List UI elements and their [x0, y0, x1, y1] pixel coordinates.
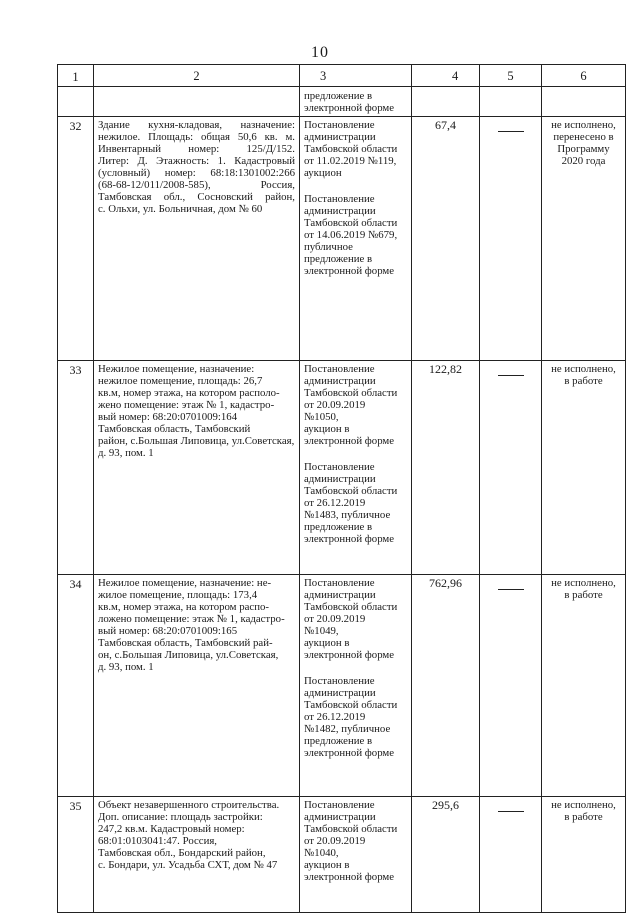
decree-text: Постановление администрации Тамбовской области от 14.06.2019 №679, публичное предложение в электронной форме: [304, 193, 398, 277]
object-description: [94, 117, 300, 361]
description-line: Нежилое помещение, назначение: не-: [98, 577, 272, 589]
status-text: не исполнено, в работе: [542, 797, 626, 913]
description-line: Инвентарный номер: 125/Д/152.: [98, 143, 295, 155]
header-col-1: 1: [58, 65, 94, 87]
description-line: нежилое. Площадь: общая 50,6 кв. м.: [98, 131, 295, 143]
description-line: жено помещение: этаж № 1, кадастро-: [98, 399, 275, 411]
description-line: с. Ольхи, ул. Больничная, дом № 60: [98, 203, 263, 215]
header-col-4: 4: [412, 65, 480, 87]
decree-text: Постановление администрации Тамбовской области от 20.09.2019 №1049, аукцион в электронной форме: [304, 577, 398, 661]
cell-empty: [94, 87, 300, 117]
cell-empty: [480, 87, 542, 117]
area-value: 122,82: [412, 361, 480, 575]
description-line: Тамбовская область, Тамбовский рай-: [98, 637, 273, 649]
description-line: Нежилое помещение, назначение:: [98, 363, 255, 375]
decree-text: Постановление администрации Тамбовской области от 20.09.2019 №1050, аукцион в электронной форме: [304, 363, 398, 447]
decree-text: Постановление администрации Тамбовской области от 11.02.2019 №119, аукцион: [304, 119, 398, 179]
description-line: 247,2 кв.м. Кадастровый номер:: [98, 823, 245, 835]
page-number: 10: [311, 44, 329, 61]
decree-text: Постановление администрации Тамбовской области от 20.09.2019 №1040, аукцион в электронной форме: [304, 799, 398, 883]
header-col-5: 5: [480, 65, 542, 87]
header-col-3: 3: [300, 65, 412, 87]
description-line: он, с.Большая Липовица, ул.Советская,: [98, 649, 279, 661]
decree-info: [300, 117, 412, 361]
description-line: Литер: Д. Этажность: 1. Кадастровый: [98, 155, 295, 167]
decree-text: Постановление администрации Тамбовской области от 26.12.2019 №1483, публичное предложение в электронной форме: [304, 461, 398, 545]
area-value: 295,6: [412, 797, 480, 913]
row-number: 35: [58, 797, 94, 913]
decree-info: [300, 575, 412, 797]
description-line: 68:01:0103041:47. Россия,: [98, 835, 218, 847]
row-number: 33: [58, 361, 94, 575]
description-line: д. 93, пом. 1: [98, 661, 154, 673]
description-line: (68-68-12/011/2008-585), Россия,: [98, 179, 295, 191]
status-text: не исполнено, в работе: [542, 575, 626, 797]
cell-empty: [58, 87, 94, 117]
description-line: Тамбовская обл., Бондарский район,: [98, 847, 266, 859]
cell-empty: [412, 87, 480, 117]
description-line: вый номер: 68:20:0701009:165: [98, 625, 238, 637]
header-col-2: 2: [94, 65, 300, 87]
col5-value: [480, 575, 542, 797]
dash-mark: [498, 131, 524, 132]
description-line: кв.м, номер этажа, на котором располо-: [98, 387, 280, 399]
table-row: [58, 117, 626, 361]
description-line: Тамбовская обл., Сосновский район,: [98, 191, 295, 203]
description-line: (условный) номер: 68:18:1301002:266: [98, 167, 295, 179]
description-line: Объект незавершенного строительства.: [98, 799, 280, 811]
object-description: [94, 797, 300, 913]
object-description: [94, 575, 300, 797]
dash-mark: [498, 811, 524, 812]
description-line: д. 93, пом. 1: [98, 447, 154, 459]
decree-info: [300, 797, 412, 913]
col5-value: [480, 117, 542, 361]
area-value: 67,4: [412, 117, 480, 361]
description-line: Тамбовская область, Тамбовский: [98, 423, 251, 435]
object-description: [94, 361, 300, 575]
status-text: не исполнено, перенесено в Программу 2020 года: [542, 117, 626, 361]
row-number: 32: [58, 117, 94, 361]
dash-mark: [498, 589, 524, 590]
description-line: вый номер: 68:20:0701009:164: [98, 411, 238, 423]
continuation-row: [58, 87, 626, 117]
cell-empty: [542, 87, 626, 117]
area-value: 762,96: [412, 575, 480, 797]
description-line: нежилое помещение, площадь: 26,7: [98, 375, 263, 387]
description-line: с. Бондари, ул. Усадьба СХТ, дом № 47: [98, 859, 278, 871]
table-header-row: [58, 65, 626, 87]
description-line: кв.м, номер этажа, на котором распо-: [98, 601, 269, 613]
col5-value: [480, 361, 542, 575]
table-row: [58, 361, 626, 575]
header-col-6: 6: [542, 65, 626, 87]
table-row: [58, 797, 626, 913]
col5-value: [480, 797, 542, 913]
description-line: Здание кухня-кладовая, назначение:: [98, 119, 295, 131]
description-line: жилое помещение, площадь: 173,4: [98, 589, 258, 601]
status-text: не исполнено, в работе: [542, 361, 626, 575]
description-line: район, с.Большая Липовица, ул.Советская,: [98, 435, 295, 447]
table-row: [58, 575, 626, 797]
description-line: ложено помещение: этаж № 1, кадастро-: [98, 613, 285, 625]
row-number: 34: [58, 575, 94, 797]
description-line: Доп. описание: площадь застройки:: [98, 811, 263, 823]
dash-mark: [498, 375, 524, 376]
property-table: [57, 64, 626, 913]
decree-info: [300, 361, 412, 575]
continuation-text: предложение в электронной форме: [300, 87, 412, 117]
decree-text: Постановление администрации Тамбовской области от 26.12.2019 №1482, публичное предложение в электронной форме: [304, 675, 398, 759]
